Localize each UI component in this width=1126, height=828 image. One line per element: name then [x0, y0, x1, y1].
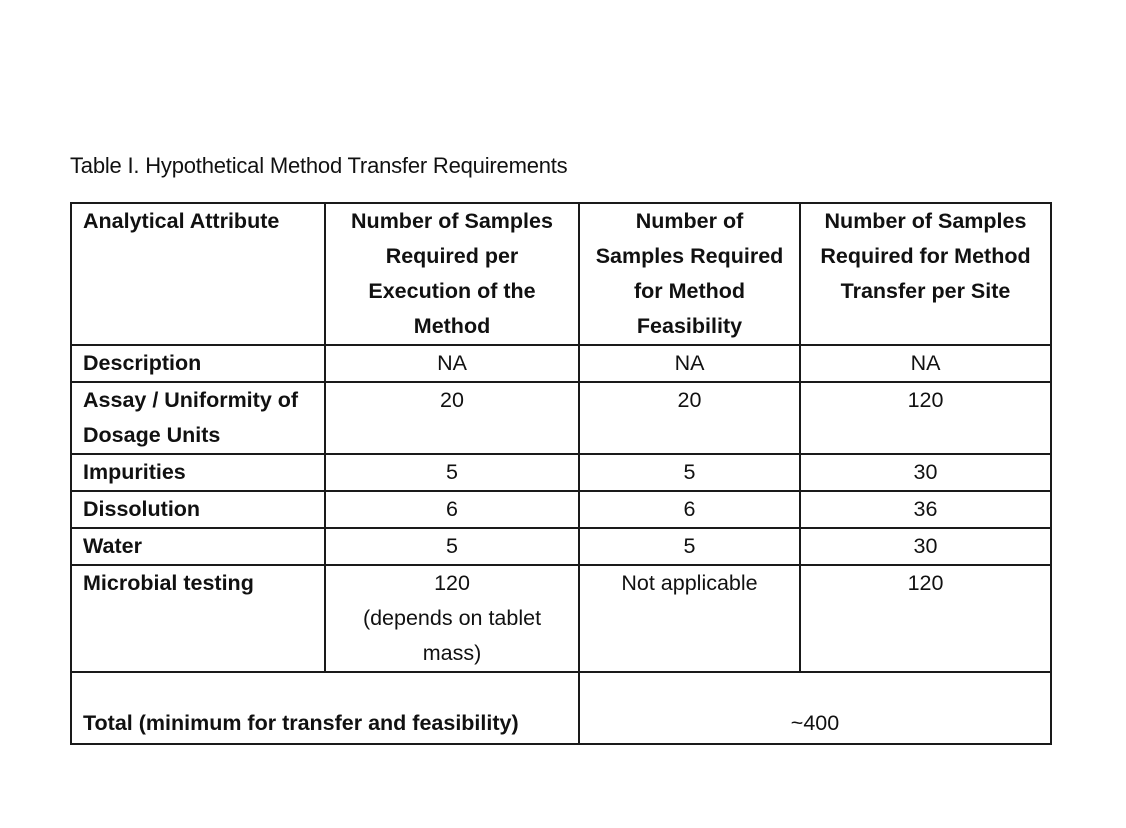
cell-text-line: NA	[674, 351, 705, 375]
cell-text-line: 30	[913, 460, 938, 484]
cell-text-line: 120	[907, 388, 944, 412]
header-text-line: Samples Required	[595, 244, 784, 268]
cell-text-line: 5	[446, 534, 458, 558]
cell-text-line: Description	[83, 351, 202, 375]
feasibility-cell	[579, 345, 800, 382]
header-text-line: Method	[413, 314, 491, 338]
per-site-cell	[800, 345, 1051, 382]
table-row	[71, 454, 1051, 491]
table-row	[71, 491, 1051, 528]
per-site-cell	[800, 382, 1051, 454]
header-samples-feasibility	[579, 203, 800, 345]
cell-text-line: NA	[437, 351, 467, 375]
row-attribute-cell	[71, 382, 325, 454]
cell-text-line: Assay / Uniformity of	[83, 388, 299, 412]
header-samples-per-execution	[325, 203, 579, 345]
method-transfer-table	[70, 202, 1052, 745]
cell-text-line: NA	[910, 351, 941, 375]
cell-text-line: Impurities	[83, 460, 186, 484]
cell-text-line: 6	[683, 497, 696, 521]
header-text-line: Number of Samples	[824, 209, 1027, 233]
cell-text-line: 5	[683, 534, 696, 558]
per-execution-cell	[325, 491, 579, 528]
per-site-cell	[800, 528, 1051, 565]
header-text-line: Required per	[385, 244, 519, 268]
cell-text-line: 6	[446, 497, 458, 521]
header-samples-per-site	[800, 203, 1051, 345]
feasibility-cell	[579, 491, 800, 528]
cell-text-line: Water	[83, 534, 142, 558]
per-execution-cell	[325, 528, 579, 565]
header-analytical-attribute	[71, 203, 325, 345]
feasibility-cell	[579, 565, 800, 672]
total-row	[71, 672, 1051, 744]
cell-text-line: Microbial testing	[83, 571, 254, 595]
header-text-line: Number of	[635, 209, 744, 233]
per-execution-cell	[325, 565, 579, 672]
header-row	[71, 203, 1051, 345]
cell-text-line: Dosage Units	[83, 423, 221, 447]
row-attribute-cell	[71, 454, 325, 491]
feasibility-cell	[579, 528, 800, 565]
header-text-line: Analytical Attribute	[83, 209, 280, 233]
table-row	[71, 382, 1051, 454]
per-execution-cell	[325, 345, 579, 382]
cell-text-line: 36	[913, 497, 938, 521]
per-execution-cell	[325, 382, 579, 454]
table-caption: Table I. Hypothetical Method Transfer Requirements	[70, 153, 568, 178]
cell-text-line: Not applicable	[621, 571, 758, 595]
cell-text-line: mass)	[422, 641, 482, 665]
cell-text-line: 5	[446, 460, 458, 484]
header-text-line: Transfer per Site	[840, 279, 1011, 303]
per-execution-cell	[325, 454, 579, 491]
cell-text-line: 20	[677, 388, 702, 412]
row-attribute-cell	[71, 565, 325, 672]
per-site-cell	[800, 491, 1051, 528]
cell-text-line: 120	[434, 571, 470, 595]
per-site-cell	[800, 565, 1051, 672]
header-text-line: Required for Method	[820, 244, 1031, 268]
cell-text-line: 30	[913, 534, 938, 558]
cell-text-line: (depends on tablet	[362, 606, 542, 630]
row-attribute-cell	[71, 491, 325, 528]
row-attribute-cell	[71, 528, 325, 565]
header-text-line: Execution of the	[368, 279, 536, 303]
row-attribute-cell	[71, 345, 325, 382]
total-value: ~400	[579, 672, 1051, 744]
cell-text-line: 20	[440, 388, 464, 412]
feasibility-cell	[579, 454, 800, 491]
cell-text-line: 5	[683, 460, 696, 484]
table-row	[71, 528, 1051, 565]
table-row	[71, 345, 1051, 382]
header-text-line: Feasibility	[636, 314, 743, 338]
total-label: Total (minimum for transfer and feasibility)	[71, 672, 579, 744]
table-row	[71, 565, 1051, 672]
header-text-line: for Method	[633, 279, 746, 303]
cell-text-line: 120	[907, 571, 944, 595]
cell-text-line: Dissolution	[83, 497, 201, 521]
feasibility-cell	[579, 382, 800, 454]
per-site-cell	[800, 454, 1051, 491]
header-text-line: Number of Samples	[351, 209, 553, 233]
